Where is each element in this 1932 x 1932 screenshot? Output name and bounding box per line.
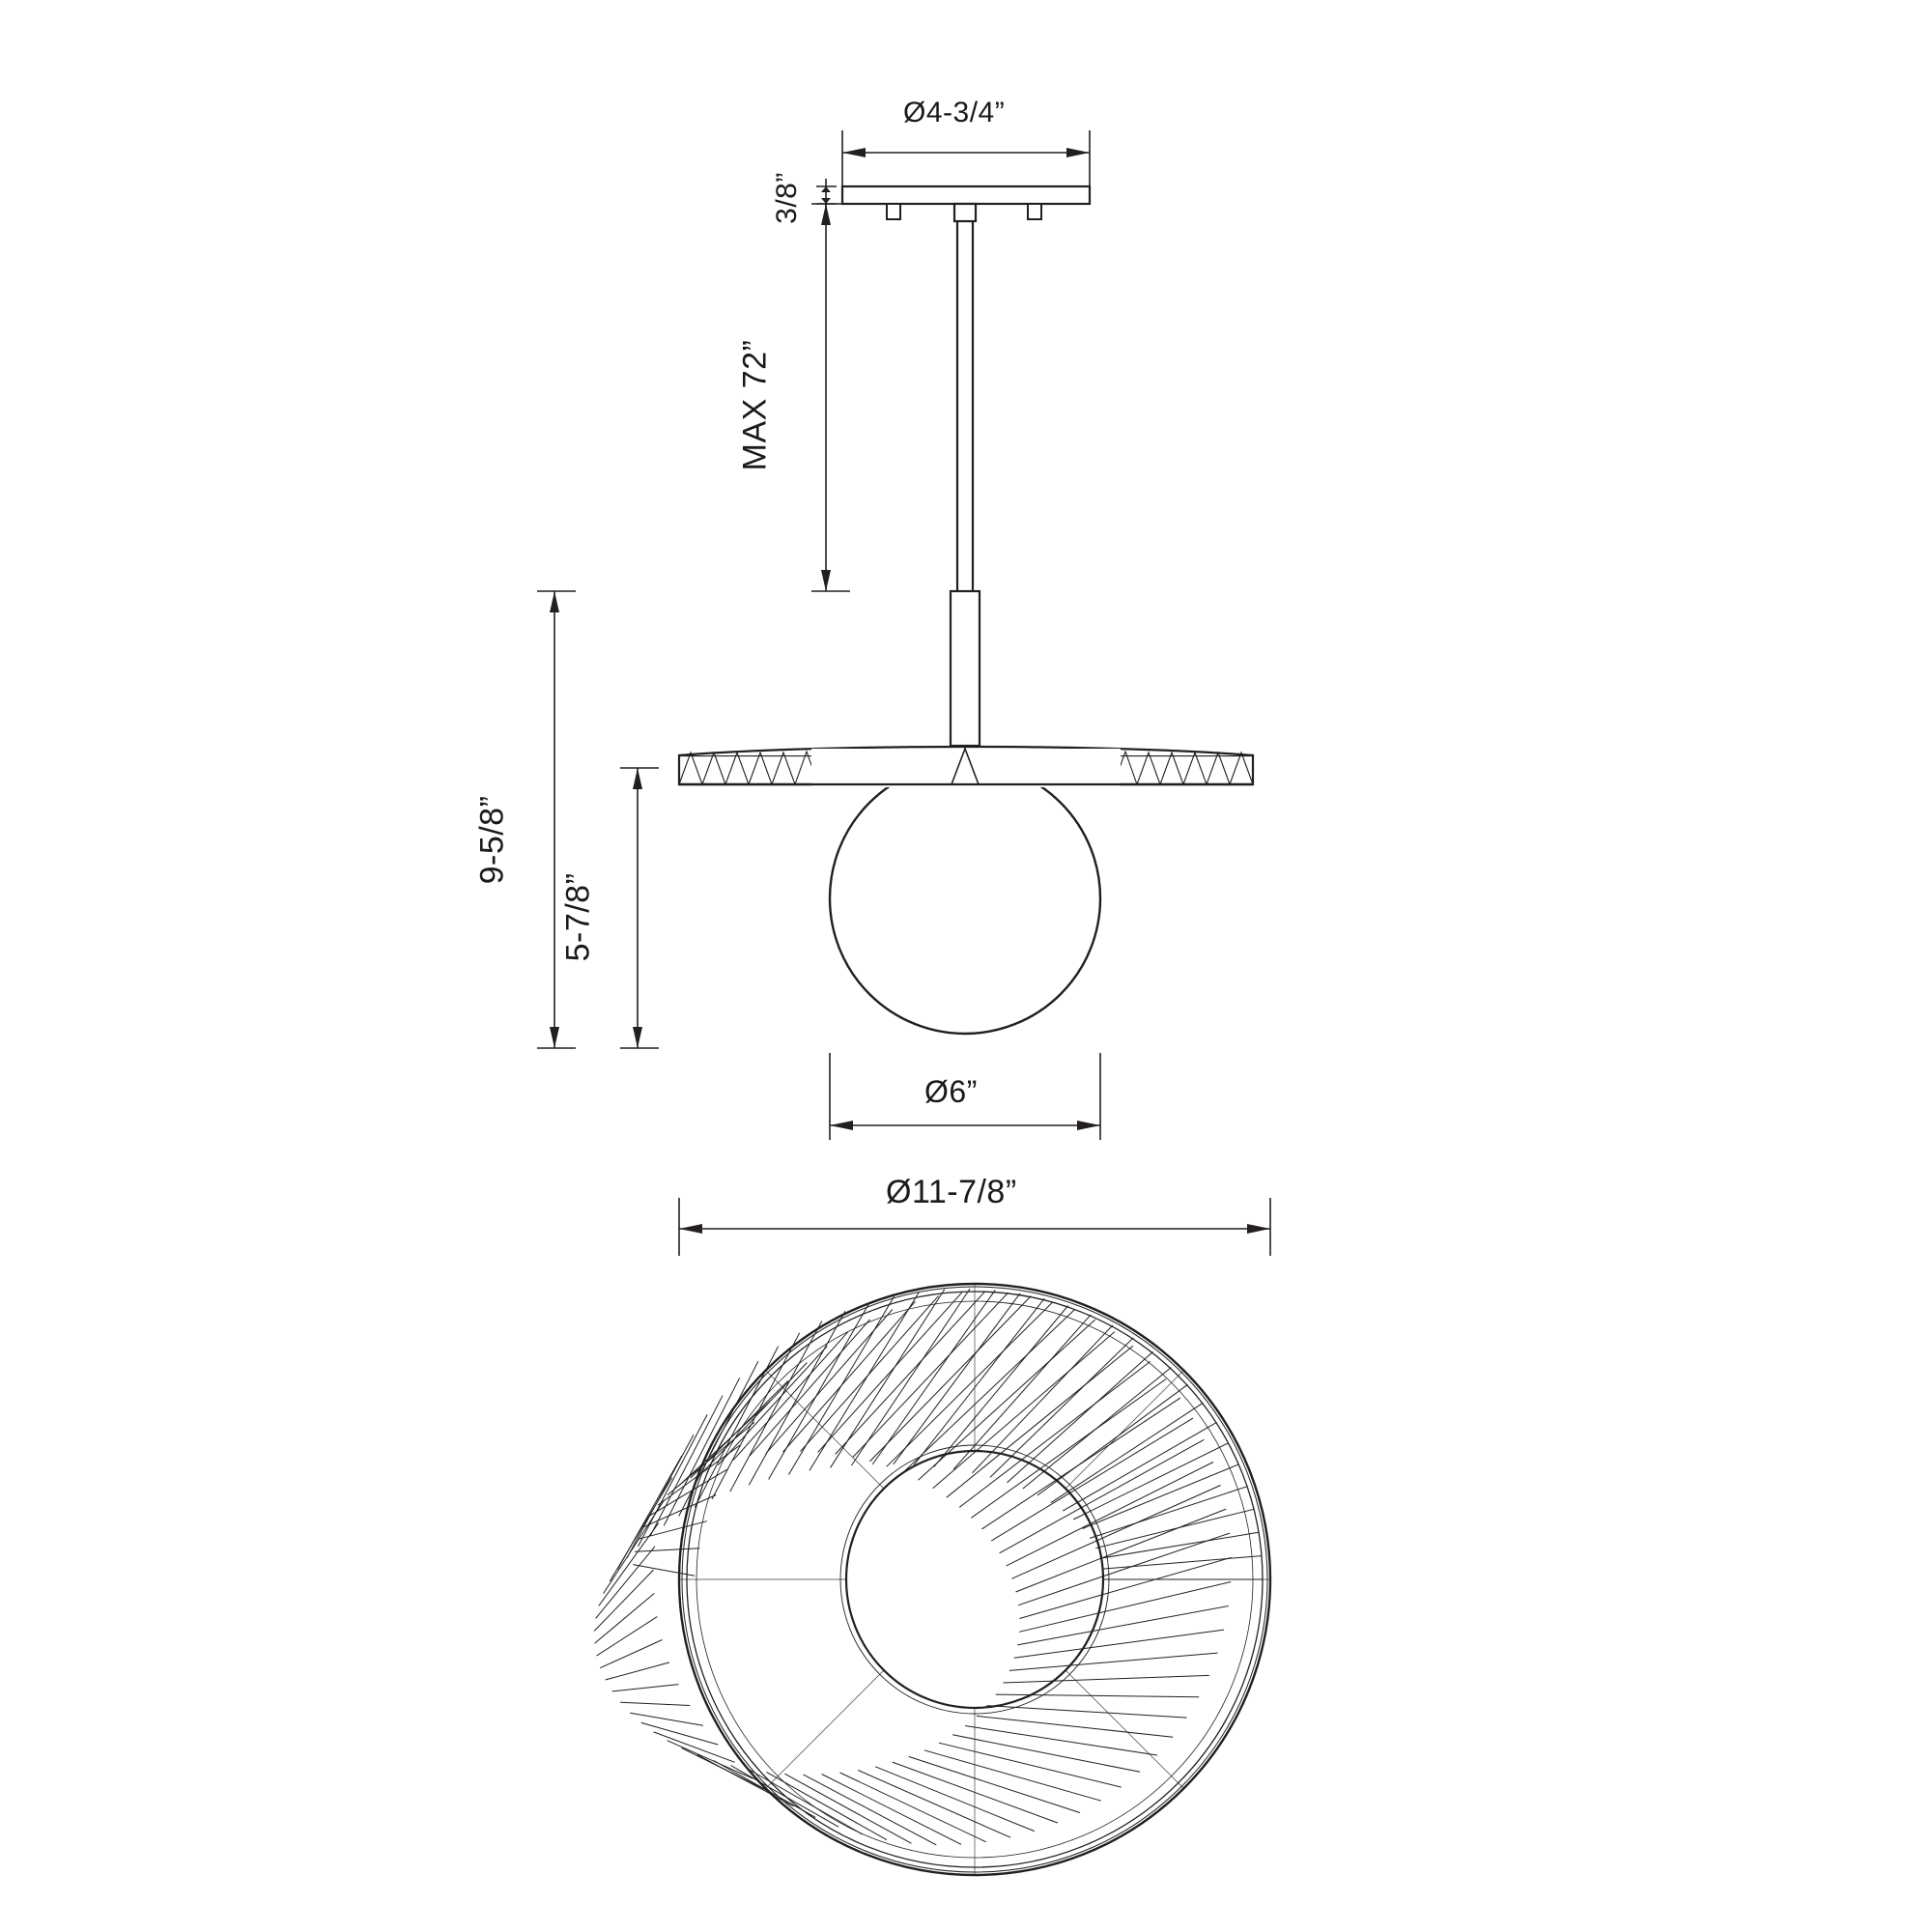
dim-shade-to-globe-height bbox=[620, 768, 659, 1048]
dim-label-shade-diameter: Ø11-7/8” bbox=[886, 1174, 1017, 1210]
globe-elevation bbox=[679, 749, 1253, 1034]
dim-max-drop bbox=[811, 204, 850, 591]
dim-overall-height bbox=[537, 591, 576, 1048]
dim-label-max-drop: MAX 72” bbox=[736, 339, 774, 471]
canopy-assembly bbox=[842, 186, 1090, 221]
dim-label-globe-diameter: Ø6” bbox=[924, 1074, 978, 1109]
dim-label-overall-height: 9-5/8” bbox=[473, 795, 511, 885]
dim-label-canopy-diameter: Ø4-3/4” bbox=[903, 97, 1006, 128]
dim-canopy-diameter bbox=[842, 130, 1090, 189]
down-rod bbox=[951, 221, 980, 746]
plan-view bbox=[594, 1284, 1270, 1875]
dim-label-shade-to-globe-height: 5-7/8” bbox=[559, 872, 597, 962]
dim-label-canopy-height: 3/8” bbox=[770, 172, 803, 224]
